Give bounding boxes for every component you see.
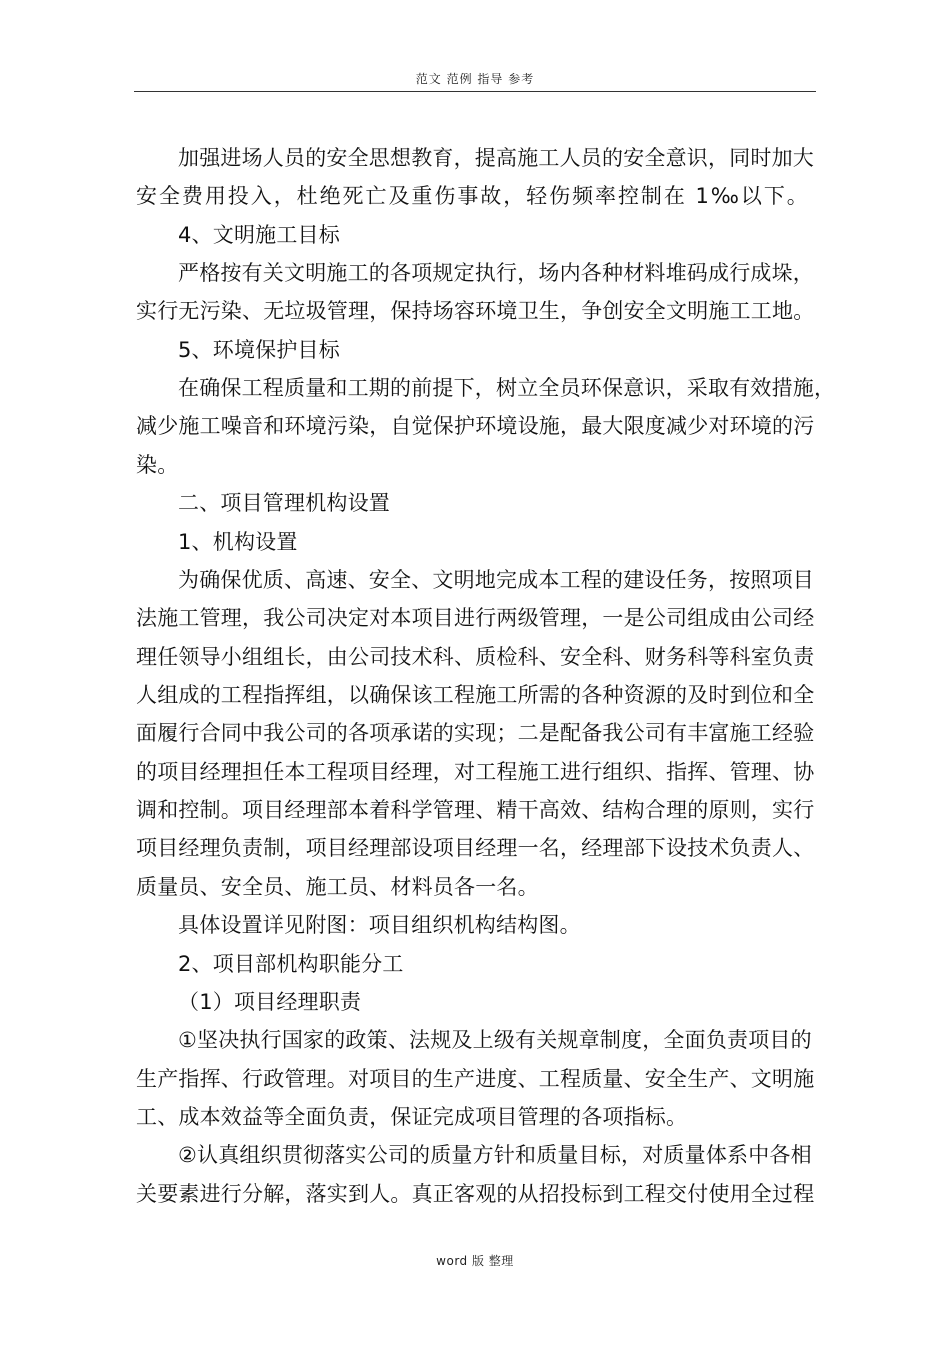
subsection-heading: （1）项目经理职责 <box>178 990 362 1014</box>
header-rule <box>134 91 816 92</box>
text-line: 质量员、安全员、施工员、材料员各一名。 <box>136 875 539 899</box>
text-line: 工、成本效益等全面负责，保证完成项目管理的各项指标。 <box>136 1105 688 1129</box>
text-line: ②认真组织贯彻落实公司的质量方针和质量目标，对质量体系中各相 <box>178 1143 812 1167</box>
text-line: 关要素进行分解，落实到人。真正客观的从招投标到工程交付使用全过程 <box>136 1182 815 1206</box>
text-line: 染。 <box>136 453 179 477</box>
section-heading: 4、文明施工目标 <box>178 223 340 247</box>
page-header: 范文 范例 指导 参考 <box>415 72 535 86</box>
text-line: ①坚决执行国家的政策、法规及上级有关规章制度，全面负责项目的 <box>178 1028 812 1052</box>
text-line: 具体设置详见附图：项目组织机构结构图。 <box>178 913 581 937</box>
section-heading: 1、机构设置 <box>178 530 298 554</box>
text-line: 面履行合同中我公司的各项承诺的实现；二是配备我公司有丰富施工经验 <box>136 721 815 745</box>
text-line: 理任领导小组组长，由公司技术科、质检科、安全科、财务科等科室负责 <box>136 645 815 669</box>
text-line: 加强进场人员的安全思想教育，提高施工人员的安全意识，同时加大 <box>178 146 814 170</box>
text-line: 严格按有关文明施工的各项规定执行，场内各种材料堆码成行成垛， <box>178 261 814 285</box>
text-line: 生产指挥、行政管理。对项目的生产进度、工程质量、安全生产、文明施 <box>136 1067 815 1091</box>
text-line: 为确保优质、高速、安全、文明地完成本工程的建设任务，按照项目 <box>178 568 814 592</box>
text-line: 实行无污染、无垃圾管理，保持场容环境卫生，争创安全文明施工工地。 <box>136 299 815 323</box>
chapter-heading: 二、项目管理机构设置 <box>178 491 390 515</box>
text-line: 项目经理负责制，项目经理部设项目经理一名，经理部下设技术负责人、 <box>136 836 815 860</box>
text-line: 在确保工程质量和工期的前提下，树立全员环保意识，采取有效措施， <box>178 376 836 400</box>
section-heading: 2、项目部机构职能分工 <box>178 952 404 976</box>
text-line: 调和控制。项目经理部本着科学管理、精干高效、结构合理的原则，实行 <box>136 798 815 822</box>
text-line: 法施工管理，我公司决定对本项目进行两级管理，一是公司组成由公司经 <box>136 606 815 630</box>
page-footer: word 版 整理 <box>436 1254 514 1268</box>
text-line: 安全费用投入，杜绝死亡及重伤事故，轻伤频率控制在 1‰以下。 <box>136 184 808 208</box>
text-line: 人组成的工程指挥组，以确保该工程施工所需的各种资源的及时到位和全 <box>136 683 815 707</box>
section-heading: 5、环境保护目标 <box>178 338 340 362</box>
text-line: 减少施工噪音和环境污染，自觉保护环境设施，最大限度减少对环境的污 <box>136 414 815 438</box>
text-line: 的项目经理担任本工程项目经理，对工程施工进行组织、指挥、管理、协 <box>136 760 815 784</box>
